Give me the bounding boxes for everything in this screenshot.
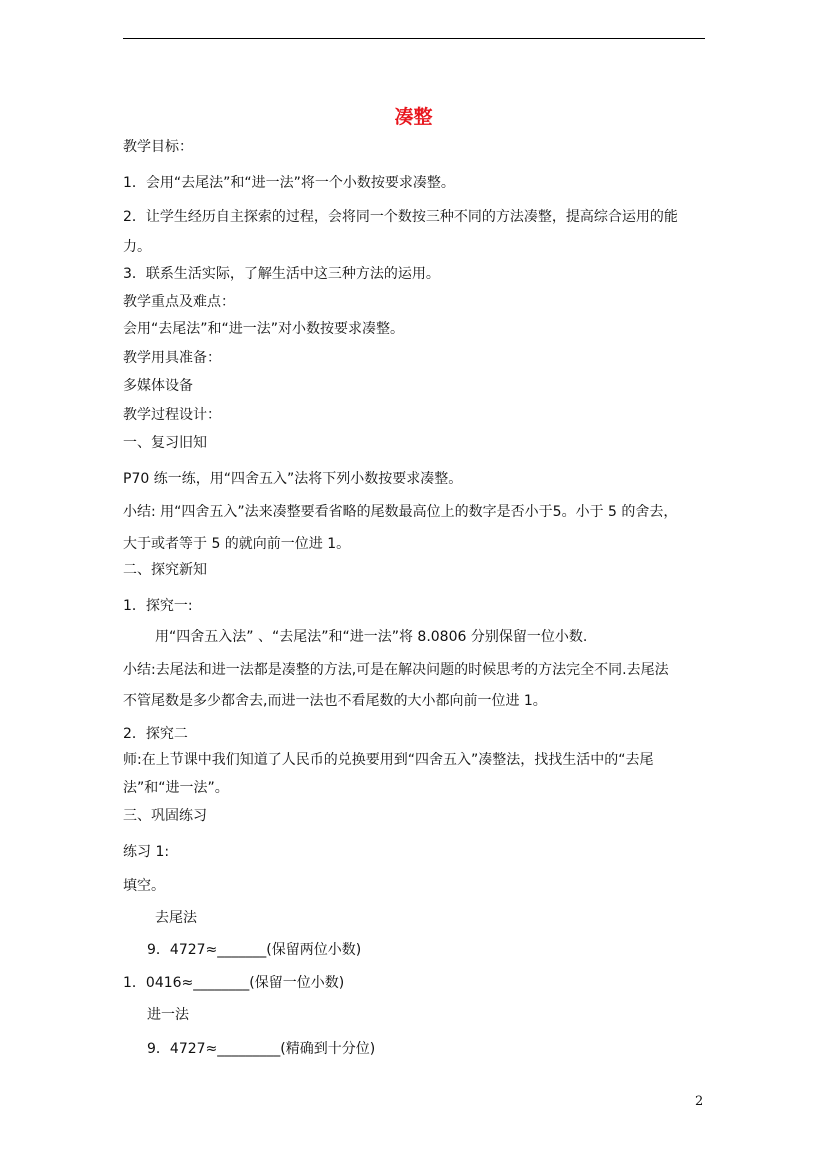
text-line: 师:在上节课中我们知道了人民币的兑换要用到“四舍五入”凑整法，找找生活中的“去尾 <box>123 752 654 768</box>
text-line: 一、复习旧知 <box>123 435 207 451</box>
header-rule <box>123 38 705 39</box>
text-line: 力。 <box>123 239 151 255</box>
text-line: 法”和“进一法”。 <box>123 780 229 796</box>
text-line: 教学目标： <box>123 139 193 155</box>
text-line: 三、巩固练习 <box>123 808 207 824</box>
text-line: 小结: 用“四舍五入”法来凑整要看省略的尾数最高位上的数字是否小于5。小于 5 的舍去， <box>123 504 678 520</box>
text-line: P70 练一练，用“四舍五入”法将下列小数按要求凑整。 <box>123 471 463 487</box>
page-title: 凑整 <box>394 106 433 128</box>
text-line: 会用“去尾法”和“进一法”对小数按要求凑整。 <box>123 321 405 337</box>
text-line: 大于或者等于 5 的就向前一位进 1。 <box>123 536 351 552</box>
text-line: 1．探究一: <box>123 598 193 614</box>
text-line: 9．4727≈_______(保留两位小数) <box>147 942 362 958</box>
text-line: 不管尾数是多少都舍去,而进一法也不看尾数的大小都向前一位进 1。 <box>123 693 547 709</box>
text-line: 2．探究二 <box>123 726 188 742</box>
text-line: 3．联系生活实际，了解生活中这三种方法的运用。 <box>123 266 440 282</box>
text-line: 教学重点及难点： <box>123 294 235 310</box>
page-number: 2 <box>695 1094 704 1109</box>
text-line: 1．会用“去尾法”和“进一法”将一个小数按要求凑整。 <box>123 175 455 191</box>
text-line: 1．0416≈________(保留一位小数) <box>123 975 345 991</box>
text-line: 练习 1: <box>123 844 170 860</box>
text-line: 进一法 <box>147 1007 189 1023</box>
text-line: 二、探究新知 <box>123 562 207 578</box>
text-line: 小结:去尾法和进一法都是凑整的方法,可是在解决问题的时候思考的方法完全不同.去尾法 <box>123 662 669 678</box>
text-line: 教学过程设计： <box>123 407 221 423</box>
text-line: 去尾法 <box>155 910 197 926</box>
text-line: 9．4727≈_________(精确到十分位) <box>147 1041 376 1057</box>
text-line: 多媒体设备 <box>123 378 193 394</box>
text-line: 教学用具准备： <box>123 350 221 366</box>
text-line: 填空。 <box>123 878 165 894</box>
text-line: 用“四舍五入法” 、“去尾法”和“进一法”将 8.0806 分别保留一位小数. <box>155 629 588 645</box>
text-line: 2．让学生经历自主探索的过程，会将同一个数按三种不同的方法凑整，提高综合运用的能 <box>123 209 678 225</box>
